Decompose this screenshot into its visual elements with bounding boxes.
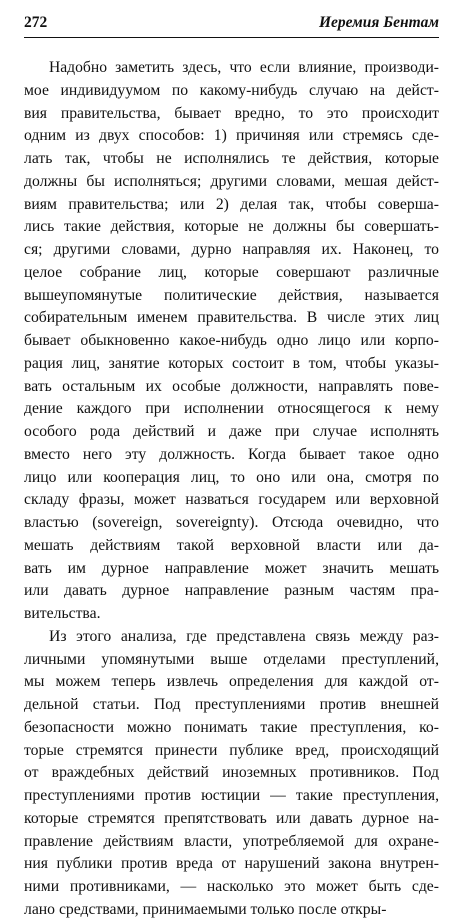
paragraph	[24, 57, 439, 626]
text-line: торые стремятся принести публике вред, происходящий	[24, 741, 439, 759]
text-line: одним из двух способов: 1) причиняя или стремясь сде-	[24, 127, 439, 145]
text-line: вительства.	[24, 605, 101, 622]
text-line: Из этого анализа, где представлена связь между раз-	[49, 627, 439, 645]
text-line: от враждебных действий иноземных противников. Под	[24, 764, 439, 782]
text-line: безопасности можно понимать такие преступления, ко-	[24, 718, 439, 736]
text-line: ния публики против вреда от нарушений закона внутрен-	[24, 855, 439, 873]
running-head-author: Иеремия Бентам	[318, 14, 439, 31]
text-line: вать им дурное направление может значить мешать	[24, 559, 439, 577]
text-line: мешать действиям такой верховной власти или да-	[24, 536, 439, 554]
text-line: лать так, чтобы не исполнялись те действия, которые	[24, 150, 439, 167]
text-line: должны бы исполняться; другими словами, мешая дейст-	[24, 172, 439, 190]
text-line: особого рода действий и даже при случае исполнять	[24, 423, 439, 440]
text-line: Надобно заметить здесь, что если влияние, производи-	[49, 59, 439, 76]
text-line: ся; другими словами, дурно направляя их. Наконец, то	[24, 241, 439, 258]
page-number: 272	[24, 14, 48, 31]
text-line: дение каждого при исполнении относящегося к нему	[24, 400, 439, 418]
header-rule	[24, 37, 439, 38]
text-line: складу фразы, может назваться государем или верховной	[24, 491, 439, 509]
body-text	[24, 57, 439, 922]
text-line: вышеупомянутые политические действия, называется	[24, 286, 439, 304]
text-line: или давать дурное направление разным частям пра-	[24, 582, 439, 600]
text-line: властью (sovereign, sovereignty). Отсюда очевидно, что	[24, 514, 439, 531]
text-line: мы можем теперь извлечь определения для каждой от-	[24, 673, 439, 691]
text-line: вать остальным их особые должности, направлять пове-	[24, 377, 439, 395]
text-line: ними противниками, — насколько это может быть сде-	[24, 878, 439, 895]
text-line: бывает обыкновенно какое-нибудь одно лицо или корпо-	[24, 332, 439, 349]
text-line: целое собрание лиц, которые совершают различные	[24, 263, 439, 281]
text-line: лись такие действия, которые не должны бы совершать-	[24, 218, 439, 236]
page-header	[24, 12, 439, 34]
text-line: собирательным именем правительства. В числе этих лиц	[24, 309, 439, 327]
text-line: мое индивидуумом по какому-нибудь случаю на дейст-	[24, 81, 439, 99]
text-line: вместо него эту должность. Когда бывает такое одно	[24, 445, 439, 463]
text-line: дельной статьи. Под преступлениями против внешней	[24, 696, 439, 713]
text-line: рация лиц, занятие которых состоит в том, чтобы указы-	[24, 354, 439, 372]
text-line: виям правительства; или 2) делая так, чтобы совершa-	[24, 195, 439, 213]
text-line: лано средствами, принимаемыми только после откры-	[24, 900, 387, 918]
text-line: лицо или кооперация лиц, то оно или она, смотря по	[24, 468, 439, 486]
text-line: преступлениями против юстиции — такие преступления,	[24, 787, 439, 804]
text-line: личными упомянутыми выше отделами преступлений,	[24, 650, 439, 668]
text-line: вия правительства, бывает вредно, то это происходит	[24, 104, 439, 122]
text-line: которые стремятся препятствовать или давать дурное на-	[24, 809, 439, 827]
text-line: правление действиям власти, употребляемой для охране-	[24, 832, 439, 850]
